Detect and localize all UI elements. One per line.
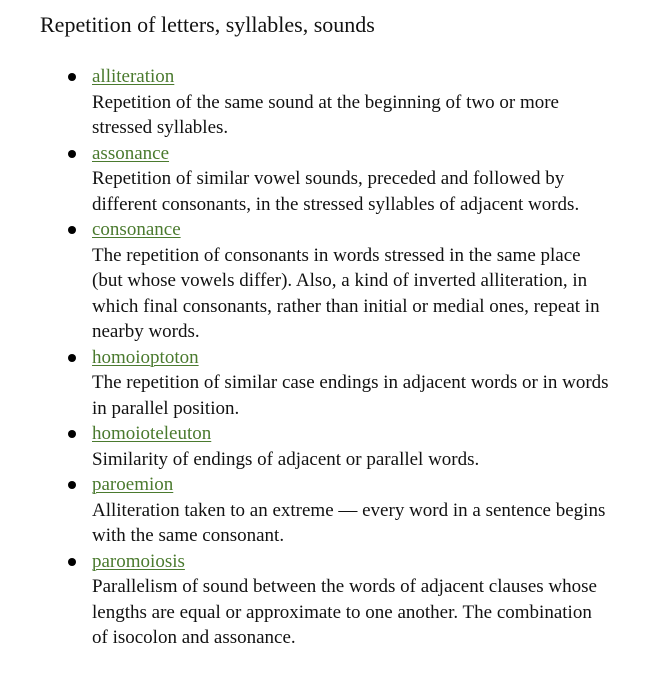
term-item xyxy=(92,472,638,549)
term-definition: Parallelism of sound between the words of adjacent clauses whose lengths are equal or approximate to one another. The combination of isocolon and assonance. xyxy=(92,576,597,648)
term-definition: Similarity of endings of adjacent or parallel words. xyxy=(92,448,480,470)
term-item xyxy=(92,421,638,472)
bullet-icon xyxy=(68,226,76,234)
term-definition: The repetition of similar case endings in adjacent words or in words in parallel position. xyxy=(92,372,609,419)
term-definition: The repetition of consonants in words stressed in the same place (but whose vowels differ). Also, a kind of inverted alliteration, in which final consonants, rather than initial or medial ones, repeat in nearby words. xyxy=(92,244,600,342)
term-item xyxy=(92,549,638,651)
term-link-consonance[interactable]: consonance xyxy=(92,219,181,240)
term-link-alliteration[interactable]: alliteration xyxy=(92,66,175,87)
term-definition: Repetition of the same sound at the beginning of two or more stressed syllables. xyxy=(92,91,559,138)
bullet-icon xyxy=(68,481,76,489)
bullet-icon xyxy=(68,430,76,438)
term-list xyxy=(40,64,638,651)
term-item xyxy=(92,345,638,422)
term-item xyxy=(92,141,638,218)
term-definition: Repetition of similar vowel sounds, preceded and followed by different consonants, in the stressed syllables of adjacent words. xyxy=(92,168,580,215)
bullet-icon xyxy=(68,354,76,362)
term-item xyxy=(92,217,638,345)
bullet-icon xyxy=(68,150,76,158)
term-link-paromoiosis[interactable]: paromoiosis xyxy=(92,550,185,572)
term-item xyxy=(92,64,638,141)
term-link-homoioteleuton[interactable]: homoioteleuton xyxy=(92,423,212,444)
page-heading: Repetition of letters, syllables, sounds xyxy=(40,12,375,37)
term-definition: Alliteration taken to an extreme — every word in a sentence begins with the same consonant. xyxy=(92,499,606,546)
bullet-icon xyxy=(68,73,76,81)
term-link-paroemion[interactable]: paroemion xyxy=(92,474,174,495)
bullet-icon xyxy=(68,558,76,566)
term-link-homoioptoton[interactable]: homoioptoton xyxy=(92,346,199,368)
term-link-assonance[interactable]: assonance xyxy=(92,142,170,164)
